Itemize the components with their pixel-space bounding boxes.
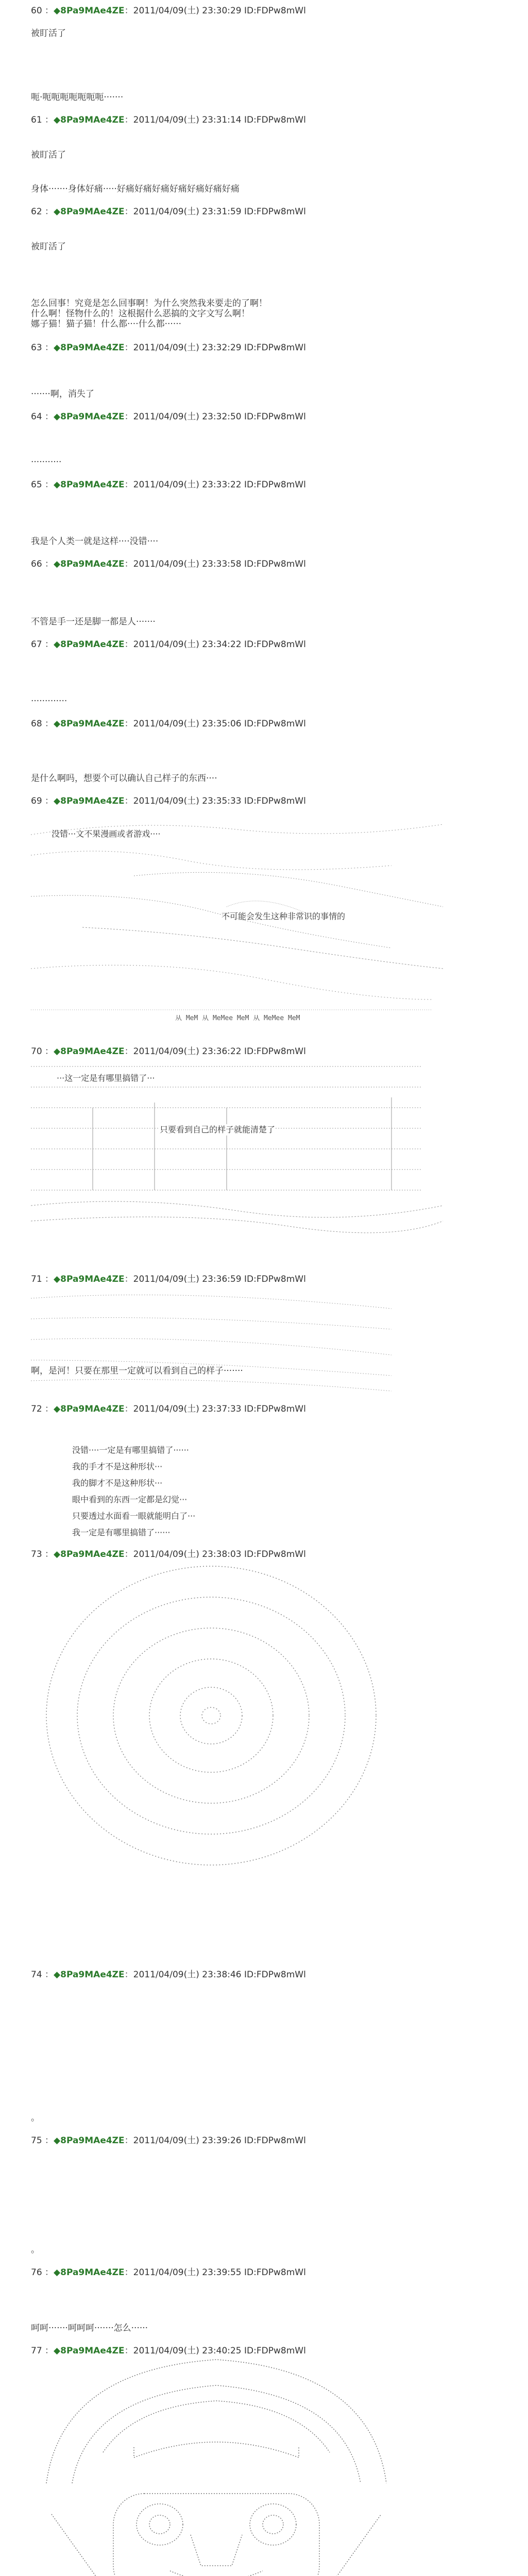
post-date: 2011/04/09(土) 23:39:26 ID:FDPw8mWl <box>133 2136 306 2146</box>
post-date: 2011/04/09(土) 23:30:29 ID:FDPw8mWl <box>133 6 306 16</box>
art-caption: ···这一定是有哪里搞错了··· <box>57 1073 155 1083</box>
post-number: 67 <box>31 639 42 650</box>
poster-name[interactable]: ◆8Pa9MAe4ZE <box>54 1549 125 1560</box>
ascii-art-row: 从 MeM 从 MeMee MeM 从 MeMee MeM <box>175 1015 300 1022</box>
post-date: 2011/04/09(土) 23:33:58 ID:FDPw8mWl <box>133 559 306 569</box>
post-text: 眼中看到的东西一定都是幻觉··· <box>72 1495 188 1504</box>
post-number: 76 <box>31 2267 42 2278</box>
post-header: 62 ：◆8Pa9MAe4ZE：2011/04/09(土) 23:31:59 ID:FDPw8mWl <box>31 207 306 217</box>
poster-name[interactable]: ◆8Pa9MAe4ZE <box>54 480 125 490</box>
post-number: 64 <box>31 412 42 422</box>
poster-name[interactable]: ◆8Pa9MAe4ZE <box>54 639 125 650</box>
post-header: 73 ：◆8Pa9MAe4ZE：2011/04/09(土) 23:38:03 ID:FDPw8mWl <box>31 1549 306 1560</box>
post-date: 2011/04/09(土) 23:36:59 ID:FDPw8mWl <box>133 1274 306 1284</box>
poster-name[interactable]: ◆8Pa9MAe4ZE <box>54 2136 125 2146</box>
post-text: 我的脚才不是这种形状··· <box>72 1478 163 1488</box>
post-number: 65 <box>31 480 42 490</box>
post-number: 68 <box>31 719 42 729</box>
post-header: 71 ：◆8Pa9MAe4ZE：2011/04/09(土) 23:36:59 ID:FDPw8mWl <box>31 1274 306 1284</box>
poster-name[interactable]: ◆8Pa9MAe4ZE <box>54 1274 125 1284</box>
post-header: 64 ：◆8Pa9MAe4ZE：2011/04/09(土) 23:32:50 ID:FDPw8mWl <box>31 412 306 422</box>
post-date: 2011/04/09(土) 23:35:33 ID:FDPw8mWl <box>133 796 306 806</box>
post-text: ·······啊，消失了 <box>31 389 94 399</box>
post-header: 60 ：◆8Pa9MAe4ZE：2011/04/09(土) 23:30:29 ID:FDPw8mWl <box>31 6 306 16</box>
post-date: 2011/04/09(土) 23:35:06 ID:FDPw8mWl <box>133 719 306 729</box>
post-text: ············· <box>31 696 67 706</box>
post-number: 61 <box>31 115 42 125</box>
poster-name[interactable]: ◆8Pa9MAe4ZE <box>54 115 125 125</box>
art-caption: 没错···文不果漫画或者游戏···· <box>52 829 161 839</box>
ascii-art-landscape <box>31 814 443 1041</box>
ascii-art-trees <box>31 1056 443 1252</box>
post-text: 没错····一定是有哪里搞错了······ <box>72 1445 189 1455</box>
post-header: 68 ：◆8Pa9MAe4ZE：2011/04/09(土) 23:35:06 ID:FDPw8mWl <box>31 719 306 729</box>
post-header: 61 ：◆8Pa9MAe4ZE：2011/04/09(土) 23:31:14 ID:FDPw8mWl <box>31 115 306 125</box>
post-header: 76 ：◆8Pa9MAe4ZE：2011/04/09(土) 23:39:55 ID:FDPw8mWl <box>31 2267 306 2278</box>
post-number: 74 <box>31 1970 42 1980</box>
ascii-art-ripples <box>31 1561 391 1880</box>
post-date: 2011/04/09(土) 23:32:29 ID:FDPw8mWl <box>133 343 306 353</box>
post-date: 2011/04/09(土) 23:36:22 ID:FDPw8mWl <box>133 1046 306 1057</box>
post-number: 72 <box>31 1404 42 1414</box>
post-number: 73 <box>31 1549 42 1560</box>
post-date: 2011/04/09(土) 23:39:55 ID:FDPw8mWl <box>133 2267 306 2278</box>
poster-name[interactable]: ◆8Pa9MAe4ZE <box>54 6 125 16</box>
post-header: 70 ：◆8Pa9MAe4ZE：2011/04/09(土) 23:36:22 ID:FDPw8mWl <box>31 1046 306 1057</box>
post-text: 被盯活了 <box>31 28 66 39</box>
post-date: 2011/04/09(土) 23:31:59 ID:FDPw8mWl <box>133 207 306 217</box>
post-header: 77 ：◆8Pa9MAe4ZE：2011/04/09(土) 23:40:25 ID:FDPw8mWl <box>31 2346 306 2356</box>
post-header: 72 ：◆8Pa9MAe4ZE：2011/04/09(土) 23:37:33 ID:FDPw8mWl <box>31 1404 306 1414</box>
post-number: 60 <box>31 6 42 16</box>
post-text: 被盯活了 <box>31 242 66 252</box>
post-header: 66 ：◆8Pa9MAe4ZE：2011/04/09(土) 23:33:58 ID:FDPw8mWl <box>31 559 306 569</box>
post-number: 70 <box>31 1046 42 1057</box>
post-text: 是什么啊吗，想要个可以确认自己样子的东西···· <box>31 773 217 784</box>
post-text: 。 <box>31 2245 40 2255</box>
post-text: 什么啊！怪物什么的！这根据什么恶搞的文字文写么啊！ <box>31 309 250 319</box>
post-text: 啊，是河！只要在那里一定就可以看到自己的样子······· <box>31 1366 243 1376</box>
post-date: 2011/04/09(土) 23:40:25 ID:FDPw8mWl <box>133 2346 306 2356</box>
post-text: 呵呵·······呵呵呵·······怎么······ <box>31 2323 148 2333</box>
post-date: 2011/04/09(土) 23:34:22 ID:FDPw8mWl <box>133 639 306 650</box>
post-text: 不管是手一还是脚一都是人······· <box>31 617 156 627</box>
post-text: 我的手才不是这种形状··· <box>72 1462 163 1471</box>
post-date: 2011/04/09(土) 23:33:22 ID:FDPw8mWl <box>133 480 306 490</box>
post-number: 75 <box>31 2136 42 2146</box>
post-number: 77 <box>31 2346 42 2356</box>
post-text: 我是个人类一就是这样····没错···· <box>31 536 159 547</box>
poster-name[interactable]: ◆8Pa9MAe4ZE <box>54 719 125 729</box>
poster-name[interactable]: ◆8Pa9MAe4ZE <box>54 559 125 569</box>
post-header: 65 ：◆8Pa9MAe4ZE：2011/04/09(土) 23:33:22 ID:FDPw8mWl <box>31 480 306 490</box>
poster-name[interactable]: ◆8Pa9MAe4ZE <box>54 343 125 353</box>
art-caption: 不可能会发生这种非常识的事情的 <box>222 911 346 921</box>
post-number: 66 <box>31 559 42 569</box>
post-text: ··········· <box>31 457 62 467</box>
ascii-art-face <box>31 2349 402 2576</box>
art-caption: 只要看到自己的样子就能清楚了 <box>160 1125 276 1134</box>
poster-name[interactable]: ◆8Pa9MAe4ZE <box>54 1046 125 1057</box>
poster-name[interactable]: ◆8Pa9MAe4ZE <box>54 1970 125 1980</box>
poster-name[interactable]: ◆8Pa9MAe4ZE <box>54 2346 125 2356</box>
post-header: 69 ：◆8Pa9MAe4ZE：2011/04/09(土) 23:35:33 ID:FDPw8mWl <box>31 796 306 806</box>
post-date: 2011/04/09(土) 23:32:50 ID:FDPw8mWl <box>133 412 306 422</box>
post-date: 2011/04/09(土) 23:38:46 ID:FDPw8mWl <box>133 1970 306 1980</box>
post-text: 呃·呃呃呃呃呃呃呃······· <box>31 92 124 103</box>
post-date: 2011/04/09(土) 23:31:14 ID:FDPw8mWl <box>133 115 306 125</box>
post-number: 69 <box>31 796 42 806</box>
post-text: 我一定是有哪里搞错了······ <box>72 1528 171 1537</box>
post-text: 怎么回事！究竟是怎么回事啊！为什么突然我来要走的了啊！ <box>31 298 267 309</box>
post-header: 74 ：◆8Pa9MAe4ZE：2011/04/09(土) 23:38:46 ID:FDPw8mWl <box>31 1970 306 1980</box>
post-date: 2011/04/09(土) 23:37:33 ID:FDPw8mWl <box>133 1404 306 1414</box>
post-text: 被盯活了 <box>31 150 66 160</box>
poster-name[interactable]: ◆8Pa9MAe4ZE <box>54 2267 125 2278</box>
poster-name[interactable]: ◆8Pa9MAe4ZE <box>54 207 125 217</box>
post-text: 只要透过水面看一眼就能明白了··· <box>72 1511 196 1521</box>
post-number: 63 <box>31 343 42 353</box>
poster-name[interactable]: ◆8Pa9MAe4ZE <box>54 412 125 422</box>
post-text: 娜子猫！猫子猫！什么都····什么都······ <box>31 319 182 329</box>
post-number: 71 <box>31 1274 42 1284</box>
poster-name[interactable]: ◆8Pa9MAe4ZE <box>54 796 125 806</box>
post-header: 63 ：◆8Pa9MAe4ZE：2011/04/09(土) 23:32:29 ID:FDPw8mWl <box>31 343 306 353</box>
post-header: 75 ：◆8Pa9MAe4ZE：2011/04/09(土) 23:39:26 ID:FDPw8mWl <box>31 2136 306 2146</box>
post-text: 。 <box>31 2113 40 2123</box>
post-text: 身体·······身体好痛·····好痛好痛好痛好痛好痛好痛好痛 <box>31 184 240 194</box>
post-header: 67 ：◆8Pa9MAe4ZE：2011/04/09(土) 23:34:22 ID:FDPw8mWl <box>31 639 306 650</box>
post-date: 2011/04/09(土) 23:38:03 ID:FDPw8mWl <box>133 1549 306 1560</box>
post-number: 62 <box>31 207 42 217</box>
poster-name[interactable]: ◆8Pa9MAe4ZE <box>54 1404 125 1414</box>
